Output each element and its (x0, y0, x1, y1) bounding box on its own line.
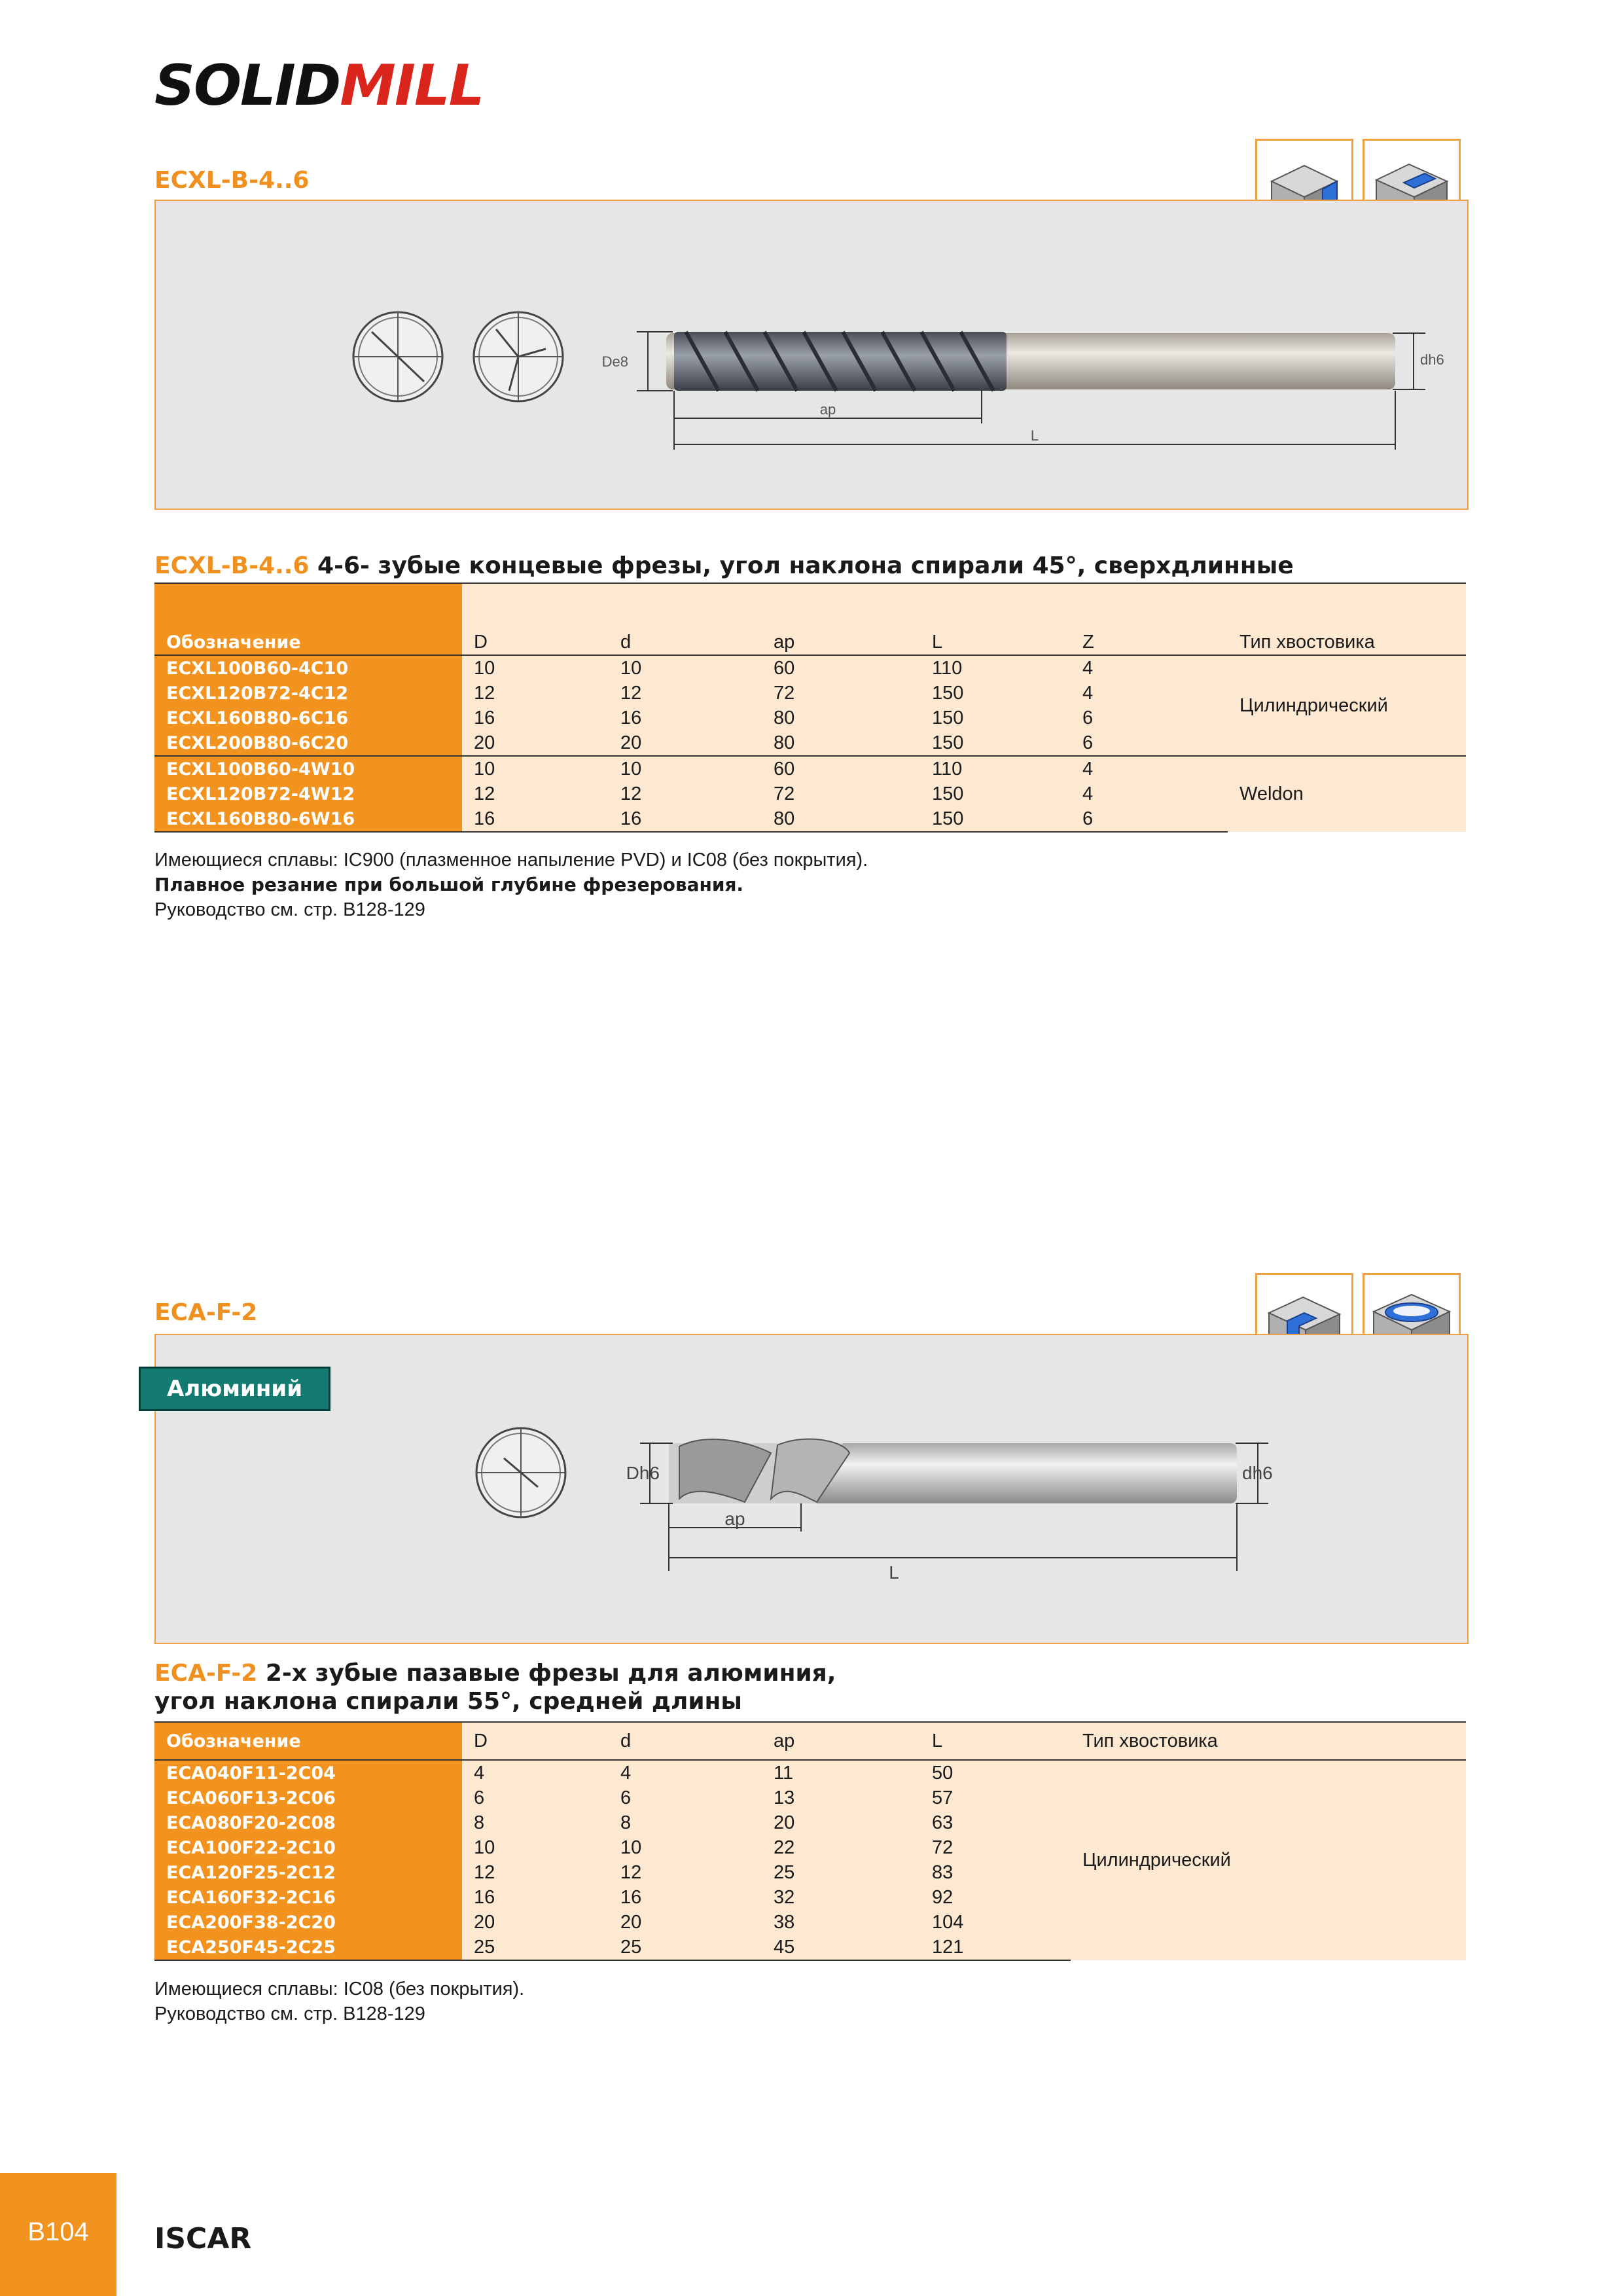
section2-notes (154, 1977, 524, 2026)
note-guide-ref: Руководство см. стр. B128-129 (154, 2003, 425, 2024)
ecxl-tool-drawing (156, 201, 1467, 509)
cell-ap: 38 (762, 1910, 920, 1935)
eca-tool-drawing (156, 1335, 1467, 1643)
shank-type-cylindrical: Цилиндрический (1228, 655, 1466, 756)
solidmill-logo (154, 53, 484, 118)
cell-ap: 60 (762, 756, 920, 781)
dim-label-ap: ap (819, 401, 836, 418)
cell-L: 150 (920, 706, 1071, 730)
cell-L: 110 (920, 756, 1071, 781)
table-title-code: ECXL-B-4..6 (154, 552, 310, 579)
cell-d: 20 (609, 1910, 762, 1935)
cell-d: 16 (609, 806, 762, 832)
cell-D: 8 (462, 1810, 609, 1835)
cell-D: 12 (462, 1860, 609, 1885)
end-view-6-flute (474, 312, 563, 401)
header-D: D (462, 1722, 609, 1760)
header-shank: Тип хвостовика (1071, 1722, 1466, 1760)
cell-ap: 11 (762, 1760, 920, 1785)
dim-label-L: L (1030, 427, 1039, 444)
cell-d: 8 (609, 1810, 762, 1835)
cell-L: 150 (920, 681, 1071, 706)
cell-Z: 4 (1071, 781, 1228, 806)
end-view-4-flute (353, 312, 442, 401)
note-alloys: Имеющиеся сплавы: IC08 (без покрытия). (154, 1979, 525, 2000)
table-row-code: ECXL120B72-4W12 (154, 781, 462, 806)
header-d: d (609, 1722, 762, 1760)
note-alloys: Имеющиеся сплавы: IC900 (плазменное напыление PVD) и IC08 (без покрытия). (154, 850, 868, 870)
cell-ap: 32 (762, 1885, 920, 1910)
cell-d: 12 (609, 781, 762, 806)
table-title-text: 2-х зубые пазавые фрезы для алюминия, (257, 1660, 836, 1687)
cell-d: 20 (609, 730, 762, 756)
header-shank: Тип хвостовика (1228, 630, 1466, 655)
eca-spec-table (154, 1721, 1466, 1961)
dim-label-dh6: dh6 (1420, 351, 1444, 368)
section2-title: ECA-F-2 (154, 1299, 258, 1326)
table-row-code: ECA160F32-2C16 (154, 1885, 462, 1910)
page-number: B104 (0, 2173, 116, 2296)
cell-Z: 4 (1071, 681, 1228, 706)
cell-Z: 6 (1071, 730, 1228, 756)
table-row-code: ECA250F45-2C25 (154, 1935, 462, 1960)
table-row-code: ECA200F38-2C20 (154, 1910, 462, 1935)
table-row-code: ECA080F20-2C08 (154, 1810, 462, 1835)
cell-ap: 72 (762, 681, 920, 706)
note-guide-ref: Руководство см. стр. B128-129 (154, 899, 425, 920)
dim-label-Dh6: Dh6 (626, 1463, 660, 1483)
cell-ap: 80 (762, 730, 920, 756)
logo-part-mill: MILL (340, 53, 484, 118)
cell-D: 6 (462, 1785, 609, 1810)
cell-Z: 6 (1071, 806, 1228, 832)
header-ap: ap (762, 1722, 920, 1760)
dim-label-De8: De8 (601, 353, 628, 370)
material-badge-aluminium: Алюминий (139, 1367, 330, 1411)
table-row-code: ECXL200B80-6C20 (154, 730, 462, 756)
cell-ap: 22 (762, 1835, 920, 1860)
header-designation: Обозначение (154, 630, 462, 655)
section2-table-title (154, 1659, 836, 1715)
cell-D: 16 (462, 806, 609, 832)
table-row-code: ECXL120B72-4C12 (154, 681, 462, 706)
cell-ap: 60 (762, 655, 920, 681)
cell-D: 25 (462, 1935, 609, 1960)
cell-d: 16 (609, 706, 762, 730)
section1-notes (154, 848, 868, 922)
table-title-text: 4-6- зубые концевые фрезы, угол наклона спирали 45°, сверхдлинные (309, 552, 1294, 579)
cell-D: 12 (462, 781, 609, 806)
cell-ap: 80 (762, 706, 920, 730)
cell-D: 16 (462, 1885, 609, 1910)
cell-d: 4 (609, 1760, 762, 1785)
cell-L: 57 (920, 1785, 1071, 1810)
end-view-2-flute (476, 1428, 565, 1517)
cell-Z: 4 (1071, 655, 1228, 681)
cell-L: 63 (920, 1810, 1071, 1835)
section1-table-title (154, 552, 1294, 580)
cell-D: 10 (462, 756, 609, 781)
cell-D: 4 (462, 1760, 609, 1785)
cell-d: 6 (609, 1785, 762, 1810)
logo-part-solid: SOLID (154, 53, 340, 118)
table-title-text-line2: угол наклона спирали 55°, средней длины (154, 1688, 742, 1715)
iscar-brand: ISCAR (154, 2222, 252, 2255)
shank-type-weldon: Weldon (1228, 756, 1466, 832)
table-row-code: ECA100F22-2C10 (154, 1835, 462, 1860)
cell-ap: 80 (762, 806, 920, 832)
shank-type-cylindrical: Цилиндрический (1071, 1760, 1466, 1960)
header-d: d (609, 630, 762, 655)
cell-L: 72 (920, 1835, 1071, 1860)
note-smooth-cutting: Плавное резание при большой глубине фрезерования. (154, 874, 744, 895)
table-row-code: ECA120F25-2C12 (154, 1860, 462, 1885)
cell-ap: 72 (762, 781, 920, 806)
cell-ap: 25 (762, 1860, 920, 1885)
cell-d: 25 (609, 1935, 762, 1960)
dim-label-dh6: dh6 (1242, 1463, 1273, 1483)
dim-label-ap: ap (724, 1509, 745, 1529)
header-ap: ap (762, 630, 920, 655)
cell-L: 110 (920, 655, 1071, 681)
cell-L: 150 (920, 730, 1071, 756)
cell-L: 50 (920, 1760, 1071, 1785)
cell-d: 12 (609, 681, 762, 706)
cell-D: 16 (462, 706, 609, 730)
table-row-code: ECXL100B60-4C10 (154, 655, 462, 681)
cell-d: 10 (609, 1835, 762, 1860)
header-Z: Z (1071, 630, 1228, 655)
cell-Z: 4 (1071, 756, 1228, 781)
cell-d: 16 (609, 1885, 762, 1910)
cell-D: 10 (462, 655, 609, 681)
cell-D: 20 (462, 1910, 609, 1935)
dim-label-L: L (889, 1562, 899, 1583)
cell-L: 121 (920, 1935, 1071, 1960)
cell-d: 10 (609, 756, 762, 781)
cell-L: 104 (920, 1910, 1071, 1935)
cell-ap: 13 (762, 1785, 920, 1810)
header-designation: Обозначение (154, 1722, 462, 1760)
cell-d: 10 (609, 655, 762, 681)
table-row-code: ECA060F13-2C06 (154, 1785, 462, 1810)
cell-L: 150 (920, 781, 1071, 806)
cell-d: 12 (609, 1860, 762, 1885)
cell-L: 150 (920, 806, 1071, 832)
cell-L: 92 (920, 1885, 1071, 1910)
cell-Z: 6 (1071, 706, 1228, 730)
table-row-code: ECXL160B80-6W16 (154, 806, 462, 832)
table-row-code: ECXL160B80-6C16 (154, 706, 462, 730)
section1-title: ECXL-B-4..6 (154, 167, 310, 194)
cell-D: 10 (462, 1835, 609, 1860)
header-L: L (920, 1722, 1071, 1760)
tool-drawing-box-1 (154, 200, 1469, 510)
header-D: D (462, 630, 609, 655)
cell-ap: 20 (762, 1810, 920, 1835)
cell-L: 83 (920, 1860, 1071, 1885)
header-L: L (920, 630, 1071, 655)
cell-D: 20 (462, 730, 609, 756)
cell-ap: 45 (762, 1935, 920, 1960)
table-row-code: ECXL100B60-4W10 (154, 756, 462, 781)
ecxl-spec-table (154, 583, 1466, 833)
table-row-code: ECA040F11-2C04 (154, 1760, 462, 1785)
table-title-code: ECA-F-2 (154, 1660, 258, 1687)
cell-D: 12 (462, 681, 609, 706)
tool-drawing-box-2 (154, 1334, 1469, 1644)
